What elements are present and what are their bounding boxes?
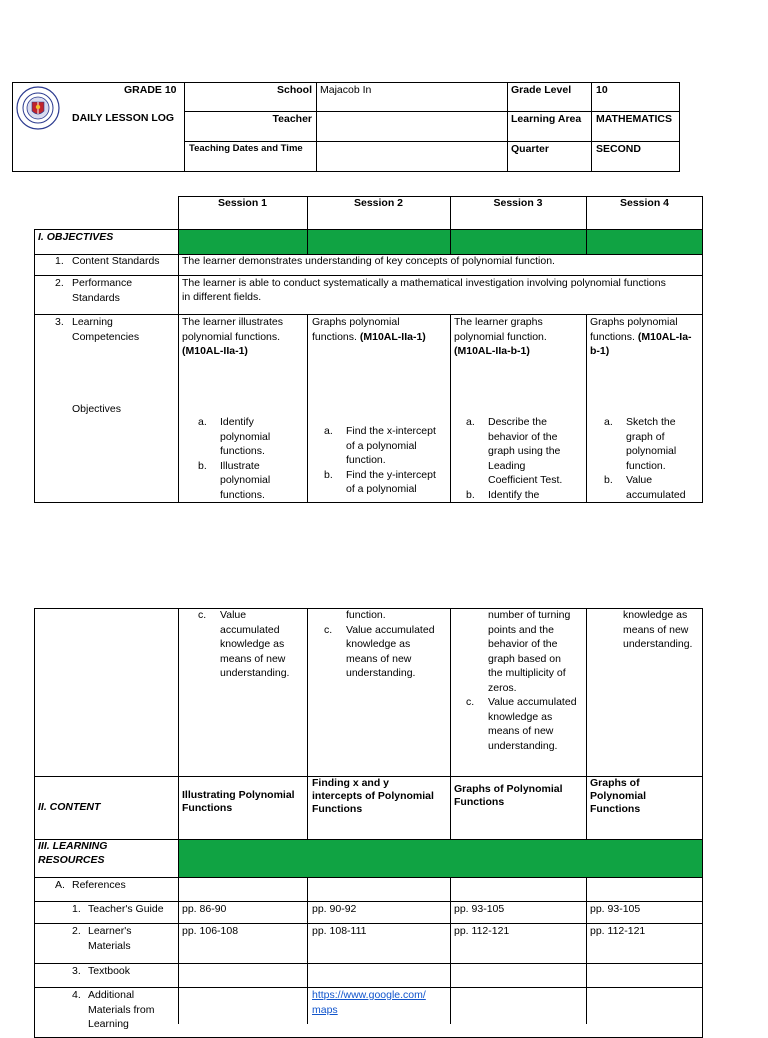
- textbook-num: 3.: [72, 965, 81, 977]
- tg-s4: pp. 93-105: [590, 903, 641, 915]
- objectives-list-s3: [466, 415, 562, 502]
- competency-s1: The learner illustrates polynomial functions. (M10AL-IIa-1): [182, 316, 283, 357]
- additional-materials-num: 4.: [72, 989, 81, 1001]
- objectives-green-band: [179, 230, 702, 254]
- session-4-header: Session 4: [619, 197, 670, 209]
- teacher-label: Teacher: [272, 113, 312, 125]
- learners-materials-label: Learner's Materials: [88, 925, 132, 952]
- learners-materials-num: 2.: [72, 925, 81, 937]
- performance-num: 2.: [55, 277, 64, 289]
- list-item: a. Describe the behavior of the graph using the Leading Coefficient Test.: [466, 416, 563, 486]
- continued-s4: knowledge as means of new understanding.: [623, 609, 693, 650]
- textbook-label: Textbook: [88, 965, 131, 977]
- list-item: c. Value accumulated knowledge as means of new understanding.: [198, 609, 290, 679]
- session-2-header: Session 2: [353, 197, 404, 209]
- learning-label-2: Competencies: [72, 331, 140, 343]
- competency-s2: Graphs polynomial functions. (M10AL-IIa-1): [312, 316, 426, 343]
- list-item: b. Illustrate polynomial functions.: [198, 459, 271, 501]
- learning-area-label: Learning Area: [511, 113, 582, 125]
- header-title: DAILY LESSON LOG: [72, 112, 175, 124]
- lm-s2: pp. 108-111: [312, 925, 367, 937]
- header-grade: GRADE 10: [124, 84, 177, 96]
- session-1-header: Session 1: [217, 197, 268, 209]
- objectives-list-s1: [198, 415, 270, 502]
- objectives-heading: I. OBJECTIVES: [38, 231, 114, 243]
- performance-label-2: Standards: [72, 292, 120, 304]
- list-item: b. Identify the: [466, 488, 540, 501]
- dates-value[interactable]: [320, 142, 500, 156]
- content-heading: II. CONTENT: [38, 801, 101, 813]
- content-s1: Illustrating Polynomial Functions: [182, 789, 295, 814]
- learning-num: 3.: [55, 316, 64, 328]
- references-label: References: [72, 879, 126, 891]
- lm-s4: pp. 112-121: [590, 925, 646, 937]
- tg-s3: pp. 93-105: [454, 903, 505, 915]
- objectives-list-s2: [324, 424, 436, 497]
- deped-seal-icon: [16, 86, 60, 130]
- list-item: b. Value accumulated: [604, 474, 686, 501]
- quarter-value: SECOND: [596, 143, 641, 155]
- continued-s2: function. c. Value accumulated knowledge as means of new understanding.: [324, 609, 435, 679]
- learning-area-value: MATHEMATICS: [596, 113, 673, 125]
- continued-s1: [198, 608, 289, 681]
- additional-materials-label: Additional Materials from Learning: [88, 989, 155, 1030]
- lm-s3: pp. 112-121: [454, 925, 510, 937]
- objectives-list-s4: [604, 415, 686, 502]
- learning-label-1: Learning: [72, 316, 113, 328]
- objectives-label: Objectives: [72, 403, 122, 415]
- resources-heading: III. LEARNING RESOURCES: [38, 840, 108, 866]
- dates-label: Teaching Dates and Time: [189, 143, 303, 154]
- content-s2: Finding x and y intercepts of Polynomial Functions: [312, 777, 434, 815]
- list-item: a. Sketch the graph of polynomial function.: [604, 416, 677, 472]
- session-3-header: Session 3: [493, 197, 543, 209]
- tg-s1: pp. 86-90: [182, 903, 227, 915]
- list-item: b. Find the y-intercept of a polynomial: [324, 468, 436, 495]
- grade-level-value: 10: [596, 84, 608, 96]
- resources-green-band: [179, 840, 702, 877]
- content-s3: Graphs of Polynomial Functions: [454, 783, 563, 808]
- performance-text-1: The learner is able to conduct systematically a mathematical investigation involving polynomial functions: [182, 277, 666, 289]
- competency-s4: Graphs polynomial functions. (M10AL-Ia- b-1): [590, 316, 692, 357]
- performance-text-2: in different fields.: [182, 291, 262, 303]
- school-label: School: [276, 84, 312, 96]
- teachers-guide-num: 1.: [72, 903, 81, 915]
- list-item: c. Value accumulated knowledge as means of new understanding.: [466, 696, 577, 752]
- performance-label-1: Performance: [72, 277, 133, 289]
- list-item: a. Find the x-intercept of a polynomial function.: [324, 425, 436, 466]
- google-maps-link[interactable]: https://www.google.com/ maps: [312, 989, 426, 1016]
- list-item: a. Identify polynomial functions.: [198, 416, 271, 457]
- teachers-guide-label: Teacher's Guide: [88, 903, 164, 915]
- content-standards-num: 1.: [55, 255, 64, 267]
- content-s4: Graphs of Polynomial Functions: [590, 777, 647, 815]
- continued-s3: number of turning points and the behavior of the graph based on the multiplicity of zeros. c. Value accumulated knowledge as means of new understanding.: [466, 609, 577, 752]
- competency-s3: The learner graphs polynomial function. (M10AL-IIa-b-1): [454, 316, 547, 357]
- list-item: c. Value accumulated knowledge as means of new understanding.: [324, 623, 435, 679]
- school-value[interactable]: Majacob In: [320, 84, 372, 96]
- tg-s2: pp. 90-92: [312, 903, 357, 915]
- lm-s1: pp. 106-108: [182, 925, 239, 937]
- content-standards-text: The learner demonstrates understanding of key concepts of polynomial function.: [182, 255, 555, 267]
- grade-level-label: Grade Level: [511, 84, 572, 96]
- teacher-value[interactable]: [320, 112, 500, 126]
- references-marker: A.: [55, 879, 65, 891]
- content-standards-label: Content Standards: [72, 255, 160, 267]
- quarter-label: Quarter: [511, 143, 549, 155]
